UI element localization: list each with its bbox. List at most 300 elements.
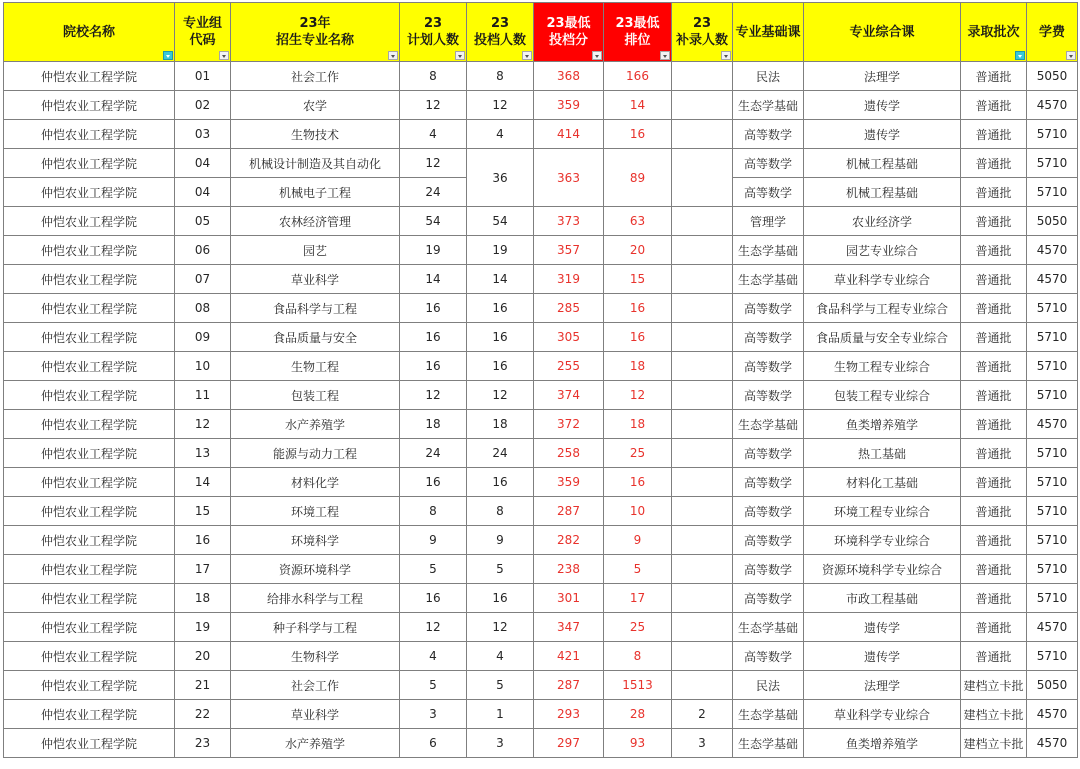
batch-cell[interactable]: 普通批 <box>961 584 1027 613</box>
comprehensive-course-cell[interactable]: 遗传学 <box>804 642 961 671</box>
batch-cell[interactable]: 普通批 <box>961 439 1027 468</box>
supplement-cell[interactable]: 2 <box>672 700 733 729</box>
basic-course-cell[interactable]: 高等数学 <box>733 497 804 526</box>
major-cell[interactable]: 给排水科学与工程 <box>231 584 400 613</box>
tuition-cell[interactable]: 5710 <box>1027 323 1078 352</box>
plan-cell[interactable]: 5 <box>400 671 467 700</box>
school-cell[interactable]: 仲恺农业工程学院 <box>4 352 175 381</box>
enrolled-cell[interactable]: 19 <box>467 236 534 265</box>
plan-cell[interactable]: 8 <box>400 62 467 91</box>
plan-cell[interactable]: 5 <box>400 555 467 584</box>
batch-cell[interactable]: 普通批 <box>961 642 1027 671</box>
tuition-cell[interactable]: 4570 <box>1027 91 1078 120</box>
min-score-cell[interactable]: 301 <box>534 584 604 613</box>
header-supplement-count <box>672 3 733 62</box>
school-cell[interactable]: 仲恺农业工程学院 <box>4 497 175 526</box>
plan-cell[interactable]: 6 <box>400 729 467 758</box>
supplement-cell[interactable] <box>672 439 733 468</box>
tuition-cell[interactable]: 5710 <box>1027 352 1078 381</box>
tuition-cell[interactable]: 4570 <box>1027 613 1078 642</box>
supplement-cell[interactable] <box>672 207 733 236</box>
school-cell[interactable]: 仲恺农业工程学院 <box>4 439 175 468</box>
min-rank-cell[interactable]: 5 <box>604 555 672 584</box>
filter-dropdown-icon[interactable] <box>721 51 731 60</box>
basic-course-cell[interactable]: 管理学 <box>733 207 804 236</box>
code-cell[interactable]: 05 <box>175 207 231 236</box>
major-cell[interactable]: 生物科学 <box>231 642 400 671</box>
major-cell[interactable]: 种子科学与工程 <box>231 613 400 642</box>
min-rank-cell[interactable]: 25 <box>604 613 672 642</box>
supplement-cell[interactable] <box>672 91 733 120</box>
code-cell[interactable]: 15 <box>175 497 231 526</box>
min-rank-cell[interactable]: 25 <box>604 439 672 468</box>
comprehensive-course-cell[interactable]: 材料化工基础 <box>804 468 961 497</box>
basic-course-cell[interactable]: 高等数学 <box>733 352 804 381</box>
supplement-cell[interactable] <box>672 497 733 526</box>
comprehensive-course-cell[interactable]: 鱼类增养殖学 <box>804 729 961 758</box>
min-rank-cell[interactable]: 93 <box>604 729 672 758</box>
major-cell[interactable]: 资源环境科学 <box>231 555 400 584</box>
batch-cell[interactable]: 普通批 <box>961 91 1027 120</box>
basic-course-cell[interactable]: 高等数学 <box>733 178 804 207</box>
enrolled-cell[interactable]: 4 <box>467 120 534 149</box>
enrolled-cell[interactable]: 16 <box>467 468 534 497</box>
plan-cell[interactable]: 3 <box>400 700 467 729</box>
plan-cell[interactable]: 54 <box>400 207 467 236</box>
batch-cell[interactable]: 普通批 <box>961 555 1027 584</box>
enrolled-cell[interactable]: 4 <box>467 642 534 671</box>
enrolled-cell[interactable]: 16 <box>467 352 534 381</box>
comprehensive-course-cell[interactable]: 热工基础 <box>804 439 961 468</box>
school-cell[interactable]: 仲恺农业工程学院 <box>4 91 175 120</box>
plan-cell[interactable]: 4 <box>400 642 467 671</box>
tuition-cell[interactable]: 5710 <box>1027 497 1078 526</box>
batch-cell[interactable]: 普通批 <box>961 497 1027 526</box>
tuition-cell[interactable]: 4570 <box>1027 236 1078 265</box>
major-cell[interactable]: 水产养殖学 <box>231 410 400 439</box>
enrolled-cell[interactable]: 12 <box>467 91 534 120</box>
min-rank-cell[interactable]: 14 <box>604 91 672 120</box>
tuition-cell[interactable]: 5710 <box>1027 439 1078 468</box>
batch-cell[interactable]: 普通批 <box>961 410 1027 439</box>
supplement-cell[interactable] <box>672 671 733 700</box>
header-school-name <box>4 3 175 62</box>
plan-cell[interactable]: 4 <box>400 120 467 149</box>
school-cell[interactable]: 仲恺农业工程学院 <box>4 410 175 439</box>
major-cell[interactable]: 机械电子工程 <box>231 178 400 207</box>
supplement-cell[interactable] <box>672 149 733 207</box>
tuition-cell[interactable]: 5050 <box>1027 671 1078 700</box>
min-score-cell[interactable]: 305 <box>534 323 604 352</box>
code-cell[interactable]: 06 <box>175 236 231 265</box>
major-cell[interactable]: 环境科学 <box>231 526 400 555</box>
tuition-cell[interactable]: 5710 <box>1027 294 1078 323</box>
min-rank-cell[interactable]: 17 <box>604 584 672 613</box>
comprehensive-course-cell[interactable]: 法理学 <box>804 671 961 700</box>
min-score-cell[interactable]: 293 <box>534 700 604 729</box>
batch-cell[interactable]: 普通批 <box>961 207 1027 236</box>
filter-dropdown-icon[interactable] <box>219 51 229 60</box>
enrolled-cell[interactable]: 24 <box>467 439 534 468</box>
enrolled-cell[interactable]: 16 <box>467 584 534 613</box>
supplement-cell[interactable] <box>672 120 733 149</box>
enrolled-cell[interactable]: 5 <box>467 671 534 700</box>
basic-course-cell[interactable]: 生态学基础 <box>733 729 804 758</box>
plan-cell[interactable]: 16 <box>400 294 467 323</box>
school-cell[interactable]: 仲恺农业工程学院 <box>4 323 175 352</box>
supplement-cell[interactable] <box>672 62 733 91</box>
batch-cell[interactable]: 普通批 <box>961 294 1027 323</box>
tuition-cell[interactable]: 5050 <box>1027 62 1078 91</box>
min-rank-cell[interactable]: 16 <box>604 294 672 323</box>
min-rank-cell[interactable]: 18 <box>604 352 672 381</box>
plan-cell[interactable]: 12 <box>400 149 467 178</box>
enrolled-cell[interactable]: 54 <box>467 207 534 236</box>
comprehensive-course-cell[interactable]: 市政工程基础 <box>804 584 961 613</box>
filter-dropdown-icon[interactable] <box>455 51 465 60</box>
min-rank-cell[interactable]: 10 <box>604 497 672 526</box>
tuition-cell[interactable]: 4570 <box>1027 410 1078 439</box>
supplement-cell[interactable] <box>672 468 733 497</box>
supplement-cell[interactable] <box>672 642 733 671</box>
filter-dropdown-icon[interactable] <box>1015 51 1025 60</box>
tuition-cell[interactable]: 5710 <box>1027 178 1078 207</box>
supplement-cell[interactable] <box>672 584 733 613</box>
major-cell[interactable]: 食品科学与工程 <box>231 294 400 323</box>
comprehensive-course-cell[interactable]: 生物工程专业综合 <box>804 352 961 381</box>
school-cell[interactable]: 仲恺农业工程学院 <box>4 265 175 294</box>
filter-dropdown-icon[interactable] <box>592 51 602 60</box>
min-score-cell[interactable]: 357 <box>534 236 604 265</box>
filter-dropdown-icon[interactable] <box>660 51 670 60</box>
major-cell[interactable]: 园艺 <box>231 236 400 265</box>
tuition-cell[interactable]: 5710 <box>1027 555 1078 584</box>
comprehensive-course-cell[interactable]: 草业科学专业综合 <box>804 265 961 294</box>
basic-course-cell[interactable]: 高等数学 <box>733 323 804 352</box>
min-score-cell[interactable]: 287 <box>534 671 604 700</box>
basic-course-cell[interactable]: 生态学基础 <box>733 265 804 294</box>
comprehensive-course-cell[interactable]: 遗传学 <box>804 120 961 149</box>
comprehensive-course-cell[interactable]: 环境科学专业综合 <box>804 526 961 555</box>
school-cell[interactable]: 仲恺农业工程学院 <box>4 381 175 410</box>
supplement-cell[interactable] <box>672 613 733 642</box>
plan-cell[interactable]: 12 <box>400 613 467 642</box>
school-cell[interactable]: 仲恺农业工程学院 <box>4 62 175 91</box>
supplement-cell[interactable]: 3 <box>672 729 733 758</box>
major-cell[interactable]: 环境工程 <box>231 497 400 526</box>
min-rank-cell[interactable]: 28 <box>604 700 672 729</box>
school-cell[interactable]: 仲恺农业工程学院 <box>4 613 175 642</box>
batch-cell[interactable]: 普通批 <box>961 62 1027 91</box>
batch-cell[interactable]: 建档立卡批 <box>961 729 1027 758</box>
enrolled-cell[interactable]: 1 <box>467 700 534 729</box>
min-score-cell[interactable]: 363 <box>534 149 604 207</box>
tuition-cell[interactable]: 4570 <box>1027 700 1078 729</box>
filter-dropdown-icon[interactable] <box>163 51 173 60</box>
tuition-cell[interactable]: 4570 <box>1027 729 1078 758</box>
batch-cell[interactable]: 普通批 <box>961 526 1027 555</box>
major-cell[interactable]: 社会工作 <box>231 62 400 91</box>
code-cell[interactable]: 04 <box>175 149 231 178</box>
table-row <box>4 439 1078 468</box>
min-rank-cell[interactable]: 16 <box>604 323 672 352</box>
basic-course-cell[interactable]: 高等数学 <box>733 642 804 671</box>
enrolled-cell[interactable]: 8 <box>467 62 534 91</box>
min-rank-cell[interactable]: 16 <box>604 468 672 497</box>
min-rank-cell[interactable]: 20 <box>604 236 672 265</box>
min-score-cell[interactable]: 258 <box>534 439 604 468</box>
code-cell[interactable]: 11 <box>175 381 231 410</box>
basic-course-cell[interactable]: 高等数学 <box>733 120 804 149</box>
supplement-cell[interactable] <box>672 294 733 323</box>
min-score-cell[interactable]: 255 <box>534 352 604 381</box>
min-rank-cell[interactable]: 18 <box>604 410 672 439</box>
major-cell[interactable]: 生物工程 <box>231 352 400 381</box>
school-cell[interactable]: 仲恺农业工程学院 <box>4 120 175 149</box>
school-cell[interactable]: 仲恺农业工程学院 <box>4 700 175 729</box>
major-cell[interactable]: 生物技术 <box>231 120 400 149</box>
basic-course-cell[interactable]: 生态学基础 <box>733 410 804 439</box>
plan-cell[interactable]: 16 <box>400 352 467 381</box>
plan-cell[interactable]: 19 <box>400 236 467 265</box>
comprehensive-course-cell[interactable]: 鱼类增养殖学 <box>804 410 961 439</box>
basic-course-cell[interactable]: 生态学基础 <box>733 91 804 120</box>
supplement-cell[interactable] <box>672 236 733 265</box>
batch-cell[interactable]: 普通批 <box>961 323 1027 352</box>
code-cell[interactable]: 08 <box>175 294 231 323</box>
code-cell[interactable]: 13 <box>175 439 231 468</box>
min-score-cell[interactable]: 421 <box>534 642 604 671</box>
comprehensive-course-cell[interactable]: 草业科学专业综合 <box>804 700 961 729</box>
comprehensive-course-cell[interactable]: 法理学 <box>804 62 961 91</box>
min-rank-cell[interactable]: 15 <box>604 265 672 294</box>
comprehensive-course-cell[interactable]: 机械工程基础 <box>804 149 961 178</box>
basic-course-cell[interactable]: 高等数学 <box>733 149 804 178</box>
min-score-cell[interactable]: 359 <box>534 91 604 120</box>
header-comprehensive-course <box>804 3 961 62</box>
batch-cell[interactable]: 建档立卡批 <box>961 671 1027 700</box>
tuition-cell[interactable]: 5710 <box>1027 381 1078 410</box>
code-cell[interactable]: 22 <box>175 700 231 729</box>
comprehensive-course-cell[interactable]: 遗传学 <box>804 613 961 642</box>
tuition-cell[interactable]: 5710 <box>1027 526 1078 555</box>
code-cell[interactable]: 14 <box>175 468 231 497</box>
plan-cell[interactable]: 16 <box>400 584 467 613</box>
plan-cell[interactable]: 12 <box>400 91 467 120</box>
supplement-cell[interactable] <box>672 555 733 584</box>
comprehensive-course-cell[interactable]: 机械工程基础 <box>804 178 961 207</box>
comprehensive-course-cell[interactable]: 园艺专业综合 <box>804 236 961 265</box>
enrolled-cell[interactable]: 18 <box>467 410 534 439</box>
basic-course-cell[interactable]: 生态学基础 <box>733 236 804 265</box>
school-cell[interactable]: 仲恺农业工程学院 <box>4 294 175 323</box>
supplement-cell[interactable] <box>672 381 733 410</box>
min-rank-cell[interactable]: 16 <box>604 120 672 149</box>
plan-cell[interactable]: 12 <box>400 381 467 410</box>
school-cell[interactable]: 仲恺农业工程学院 <box>4 236 175 265</box>
table-row <box>4 149 1078 178</box>
tuition-cell[interactable]: 5050 <box>1027 207 1078 236</box>
tuition-cell[interactable]: 5710 <box>1027 120 1078 149</box>
min-rank-cell[interactable]: 166 <box>604 62 672 91</box>
school-cell[interactable]: 仲恺农业工程学院 <box>4 642 175 671</box>
min-score-cell[interactable]: 297 <box>534 729 604 758</box>
plan-cell[interactable]: 9 <box>400 526 467 555</box>
basic-course-cell[interactable]: 民法 <box>733 671 804 700</box>
supplement-cell[interactable] <box>672 410 733 439</box>
batch-cell[interactable]: 普通批 <box>961 381 1027 410</box>
min-score-cell[interactable]: 372 <box>534 410 604 439</box>
plan-cell[interactable]: 14 <box>400 265 467 294</box>
batch-cell[interactable]: 普通批 <box>961 178 1027 207</box>
enrolled-cell[interactable]: 16 <box>467 323 534 352</box>
tuition-cell[interactable]: 5710 <box>1027 468 1078 497</box>
code-cell[interactable]: 10 <box>175 352 231 381</box>
major-cell[interactable]: 水产养殖学 <box>231 729 400 758</box>
enrolled-cell[interactable]: 8 <box>467 497 534 526</box>
major-cell[interactable]: 草业科学 <box>231 700 400 729</box>
enrolled-cell[interactable]: 14 <box>467 265 534 294</box>
basic-course-cell[interactable]: 高等数学 <box>733 468 804 497</box>
code-cell[interactable]: 20 <box>175 642 231 671</box>
major-cell[interactable]: 包装工程 <box>231 381 400 410</box>
enrolled-cell[interactable]: 12 <box>467 613 534 642</box>
school-cell[interactable]: 仲恺农业工程学院 <box>4 729 175 758</box>
batch-cell[interactable]: 普通批 <box>961 120 1027 149</box>
supplement-cell[interactable] <box>672 265 733 294</box>
supplement-cell[interactable] <box>672 323 733 352</box>
comprehensive-course-cell[interactable]: 资源环境科学专业综合 <box>804 555 961 584</box>
code-cell[interactable]: 17 <box>175 555 231 584</box>
plan-cell[interactable]: 8 <box>400 497 467 526</box>
major-cell[interactable]: 食品质量与安全 <box>231 323 400 352</box>
filter-dropdown-icon[interactable] <box>522 51 532 60</box>
major-cell[interactable]: 机械设计制造及其自动化 <box>231 149 400 178</box>
code-cell[interactable]: 12 <box>175 410 231 439</box>
code-cell[interactable]: 04 <box>175 178 231 207</box>
code-cell[interactable]: 03 <box>175 120 231 149</box>
school-cell[interactable]: 仲恺农业工程学院 <box>4 555 175 584</box>
code-cell[interactable]: 07 <box>175 265 231 294</box>
min-score-cell[interactable]: 287 <box>534 497 604 526</box>
major-cell[interactable]: 草业科学 <box>231 265 400 294</box>
min-score-cell[interactable]: 374 <box>534 381 604 410</box>
school-cell[interactable]: 仲恺农业工程学院 <box>4 468 175 497</box>
plan-cell[interactable]: 16 <box>400 468 467 497</box>
min-score-cell[interactable]: 285 <box>534 294 604 323</box>
min-score-cell[interactable]: 368 <box>534 62 604 91</box>
code-cell[interactable]: 02 <box>175 91 231 120</box>
min-score-cell[interactable]: 282 <box>534 526 604 555</box>
basic-course-cell[interactable]: 高等数学 <box>733 381 804 410</box>
basic-course-cell[interactable]: 高等数学 <box>733 439 804 468</box>
batch-cell[interactable]: 建档立卡批 <box>961 700 1027 729</box>
tuition-cell[interactable]: 5710 <box>1027 584 1078 613</box>
enrolled-cell[interactable]: 16 <box>467 294 534 323</box>
code-cell[interactable]: 16 <box>175 526 231 555</box>
min-score-cell[interactable]: 414 <box>534 120 604 149</box>
school-cell[interactable]: 仲恺农业工程学院 <box>4 178 175 207</box>
tuition-cell[interactable]: 5710 <box>1027 149 1078 178</box>
comprehensive-course-cell[interactable]: 食品质量与安全专业综合 <box>804 323 961 352</box>
code-cell[interactable]: 09 <box>175 323 231 352</box>
batch-cell[interactable]: 普通批 <box>961 613 1027 642</box>
code-cell[interactable]: 23 <box>175 729 231 758</box>
school-cell[interactable]: 仲恺农业工程学院 <box>4 671 175 700</box>
header-row <box>4 3 1078 62</box>
comprehensive-course-cell[interactable]: 包装工程专业综合 <box>804 381 961 410</box>
supplement-cell[interactable] <box>672 526 733 555</box>
supplement-cell[interactable] <box>672 352 733 381</box>
enrolled-cell[interactable]: 3 <box>467 729 534 758</box>
tuition-cell[interactable]: 4570 <box>1027 265 1078 294</box>
major-cell[interactable]: 能源与动力工程 <box>231 439 400 468</box>
school-cell[interactable]: 仲恺农业工程学院 <box>4 526 175 555</box>
min-rank-cell[interactable]: 9 <box>604 526 672 555</box>
min-score-cell[interactable]: 238 <box>534 555 604 584</box>
basic-course-cell[interactable]: 生态学基础 <box>733 613 804 642</box>
enrolled-cell[interactable]: 5 <box>467 555 534 584</box>
basic-course-cell[interactable]: 高等数学 <box>733 555 804 584</box>
school-cell[interactable]: 仲恺农业工程学院 <box>4 584 175 613</box>
tuition-cell[interactable]: 5710 <box>1027 642 1078 671</box>
basic-course-cell[interactable]: 高等数学 <box>733 526 804 555</box>
code-cell[interactable]: 18 <box>175 584 231 613</box>
major-cell[interactable]: 农学 <box>231 91 400 120</box>
min-score-cell[interactable]: 373 <box>534 207 604 236</box>
major-cell[interactable]: 社会工作 <box>231 671 400 700</box>
batch-cell[interactable]: 普通批 <box>961 149 1027 178</box>
enrolled-cell[interactable]: 12 <box>467 381 534 410</box>
min-score-cell[interactable]: 319 <box>534 265 604 294</box>
min-rank-cell[interactable]: 8 <box>604 642 672 671</box>
basic-course-cell[interactable]: 生态学基础 <box>733 700 804 729</box>
code-cell[interactable]: 19 <box>175 613 231 642</box>
comprehensive-course-cell[interactable]: 遗传学 <box>804 91 961 120</box>
comprehensive-course-cell[interactable]: 环境工程专业综合 <box>804 497 961 526</box>
batch-cell[interactable]: 普通批 <box>961 468 1027 497</box>
comprehensive-course-cell[interactable]: 食品科学与工程专业综合 <box>804 294 961 323</box>
plan-cell[interactable]: 16 <box>400 323 467 352</box>
enrolled-cell[interactable]: 36 <box>467 149 534 207</box>
major-cell[interactable]: 材料化学 <box>231 468 400 497</box>
comprehensive-course-cell[interactable]: 农业经济学 <box>804 207 961 236</box>
batch-cell[interactable]: 普通批 <box>961 265 1027 294</box>
code-cell[interactable]: 01 <box>175 62 231 91</box>
filter-dropdown-icon[interactable] <box>1066 51 1076 60</box>
plan-cell[interactable]: 24 <box>400 178 467 207</box>
batch-cell[interactable]: 普通批 <box>961 352 1027 381</box>
min-score-cell[interactable]: 347 <box>534 613 604 642</box>
min-rank-cell[interactable]: 12 <box>604 381 672 410</box>
school-cell[interactable]: 仲恺农业工程学院 <box>4 207 175 236</box>
min-rank-cell[interactable]: 63 <box>604 207 672 236</box>
batch-cell[interactable]: 普通批 <box>961 236 1027 265</box>
min-score-cell[interactable]: 359 <box>534 468 604 497</box>
enrolled-cell[interactable]: 9 <box>467 526 534 555</box>
plan-cell[interactable]: 18 <box>400 410 467 439</box>
basic-course-cell[interactable]: 高等数学 <box>733 584 804 613</box>
basic-course-cell[interactable]: 高等数学 <box>733 294 804 323</box>
school-cell[interactable]: 仲恺农业工程学院 <box>4 149 175 178</box>
major-cell[interactable]: 农林经济管理 <box>231 207 400 236</box>
basic-course-cell[interactable]: 民法 <box>733 62 804 91</box>
min-rank-cell[interactable]: 1513 <box>604 671 672 700</box>
code-cell[interactable]: 21 <box>175 671 231 700</box>
plan-cell[interactable]: 24 <box>400 439 467 468</box>
min-rank-cell[interactable]: 89 <box>604 149 672 207</box>
filter-dropdown-icon[interactable] <box>388 51 398 60</box>
